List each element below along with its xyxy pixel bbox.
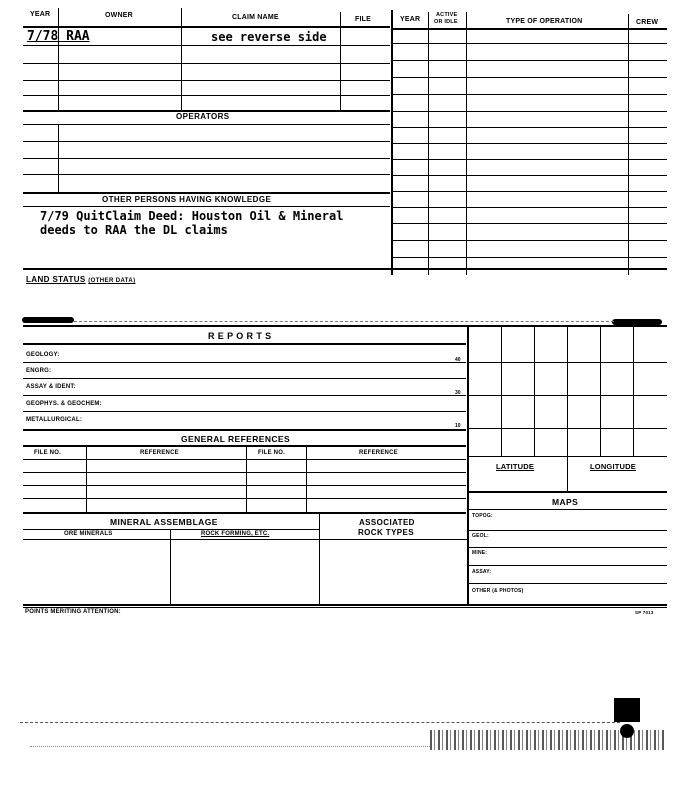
other-persons-line-1: 7/79 QuitClaim Deed: Houston Oil & Mineral [40, 209, 344, 223]
rock-forming-label: ROCK FORMING, ETC. [201, 531, 270, 537]
general-references-heading: GENERAL REFERENCES [181, 434, 291, 444]
form-number: SP 7013 [635, 610, 654, 615]
col-type-of-operation: TYPE OF OPERATION [506, 18, 583, 25]
scan-noise-line-2 [30, 746, 430, 747]
scan-black-block [614, 698, 640, 722]
other-persons-heading: OTHER PERSONS HAVING KNOWLEDGE [102, 195, 272, 204]
ref-col-file-no-2: FILE NO. [258, 450, 285, 456]
scan-noise-line [20, 722, 620, 723]
ore-minerals-label: ORE MINERALS [64, 531, 113, 537]
margin-number-10: 10 [455, 423, 461, 429]
rock-types-heading: ROCK TYPES [358, 528, 415, 537]
col-active: ACTIVE [436, 12, 458, 18]
reports-heading: R E P O R T S [208, 331, 272, 341]
associated-heading: ASSOCIATED [359, 518, 415, 527]
land-status-sub: (OTHER DATA) [88, 278, 136, 284]
col-crew: CREW [636, 19, 659, 26]
entry-year-owner: 7/78 RAA [27, 29, 90, 44]
col-owner: OWNER [105, 12, 133, 19]
mineral-assemblage-heading: MINERAL ASSEMBLAGE [110, 517, 218, 527]
entry-claim: see reverse side [211, 30, 327, 44]
report-geology: GEOLOGY: [26, 352, 60, 358]
report-metallurgical: METALLURGICAL: [26, 417, 83, 423]
report-assay: ASSAY & IDENT: [26, 384, 76, 390]
longitude-label: LONGITUDE [590, 462, 636, 471]
maps-assay: ASSAY: [472, 569, 492, 575]
maps-topog: TOPOG: [472, 513, 493, 519]
latitude-label: LATITUDE [496, 462, 535, 471]
margin-number-30: 30 [455, 390, 461, 396]
col-file: FILE [355, 16, 371, 23]
edge-mark-left [22, 317, 74, 323]
points-meriting-attention: POINTS MERITING ATTENTION: [25, 609, 121, 615]
maps-heading: MAPS [552, 497, 579, 507]
operators-heading: OPERATORS [176, 112, 230, 121]
col-claim-name: CLAIM NAME [232, 14, 279, 21]
land-status-heading [26, 275, 136, 284]
maps-mine: MINE: [472, 550, 488, 556]
report-geophys: GEOPHYS. & GEOCHEM: [26, 401, 102, 407]
scan-black-dot [620, 724, 634, 738]
ref-col-reference-1: REFERENCE [140, 450, 179, 456]
col-year: YEAR [30, 11, 51, 18]
other-persons-line-2: deeds to RAA the DL claims [40, 223, 228, 237]
col-idle: OR IDLE [434, 19, 458, 25]
maps-geol: GEOL: [472, 533, 489, 539]
margin-number-40: 40 [455, 357, 461, 363]
maps-other-photos: OTHER (& PHOTOS) [472, 588, 524, 594]
ref-col-file-no-1: FILE NO. [34, 450, 61, 456]
col-year-2: YEAR [400, 16, 421, 23]
land-status-label: LAND STATUS [26, 275, 86, 284]
ref-col-reference-2: REFERENCE [359, 450, 398, 456]
report-engrg: ENGRG: [26, 368, 52, 374]
